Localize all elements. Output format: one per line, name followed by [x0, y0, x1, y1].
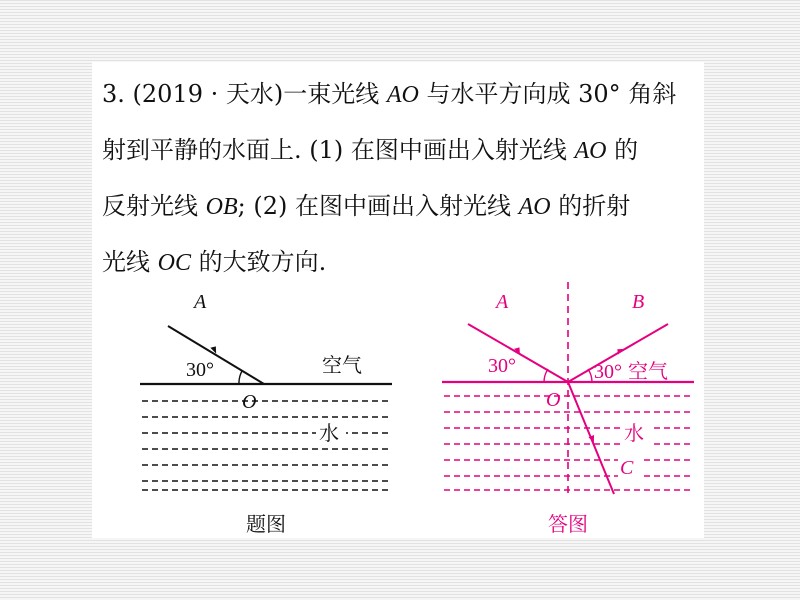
question-line-2	[102, 122, 702, 178]
question-text-seg: 的	[606, 136, 639, 164]
ray-ao-label: AO	[574, 138, 607, 164]
label-c: C	[620, 457, 634, 479]
question-figure-caption: 题图	[246, 512, 286, 536]
question-slide	[92, 62, 704, 538]
question-text	[102, 66, 702, 290]
question-text-seg: 与水平方向成 30° 角斜	[418, 80, 677, 108]
answer-figure-svg	[442, 278, 696, 500]
angle-arc-right	[588, 369, 592, 382]
question-source: (2019 · 天水)	[132, 80, 284, 108]
label-o: O	[546, 389, 561, 411]
angle-label: 30°	[186, 359, 214, 381]
label-o: O	[242, 391, 257, 413]
air-label: 空气	[322, 353, 362, 377]
angle-arc-left	[544, 369, 548, 382]
ray-ao-label: AO	[386, 82, 419, 108]
answer-figure	[442, 278, 696, 500]
question-text-seg: 光线	[102, 248, 158, 276]
question-text-seg: 的折射	[550, 192, 631, 220]
question-text-seg: 的大致方向.	[190, 248, 327, 276]
water-label: 水	[624, 421, 644, 445]
label-a: A	[496, 291, 509, 313]
answer-figure-caption: 答图	[548, 512, 588, 536]
label-b: B	[632, 291, 645, 313]
question-text-seg: ; (2) 在图中画出入射光线	[237, 192, 519, 220]
label-a: A	[194, 291, 207, 313]
angle-label-right: 30°	[594, 361, 622, 383]
ray-oc-label: OC	[157, 250, 191, 276]
water-lines	[142, 401, 390, 490]
air-label: 空气	[628, 359, 668, 383]
question-number: 3.	[102, 80, 125, 108]
ray-ob-label: OB	[205, 194, 238, 220]
question-figure	[136, 290, 396, 498]
question-text-seg: 射到平静的水面上. (1) 在图中画出入射光线	[102, 136, 575, 164]
question-line-1	[102, 66, 702, 122]
question-text-seg: 反射光线	[102, 192, 206, 220]
ray-ao-label: AO	[518, 194, 551, 220]
question-text-seg: 一束光线	[283, 80, 387, 108]
question-line-3	[102, 178, 702, 234]
angle-arc	[239, 371, 242, 384]
angle-label-left: 30°	[488, 355, 516, 377]
incident-ray	[468, 324, 568, 382]
question-figure-svg	[136, 290, 396, 498]
incident-ray	[168, 326, 264, 384]
water-label: 水	[319, 421, 339, 445]
